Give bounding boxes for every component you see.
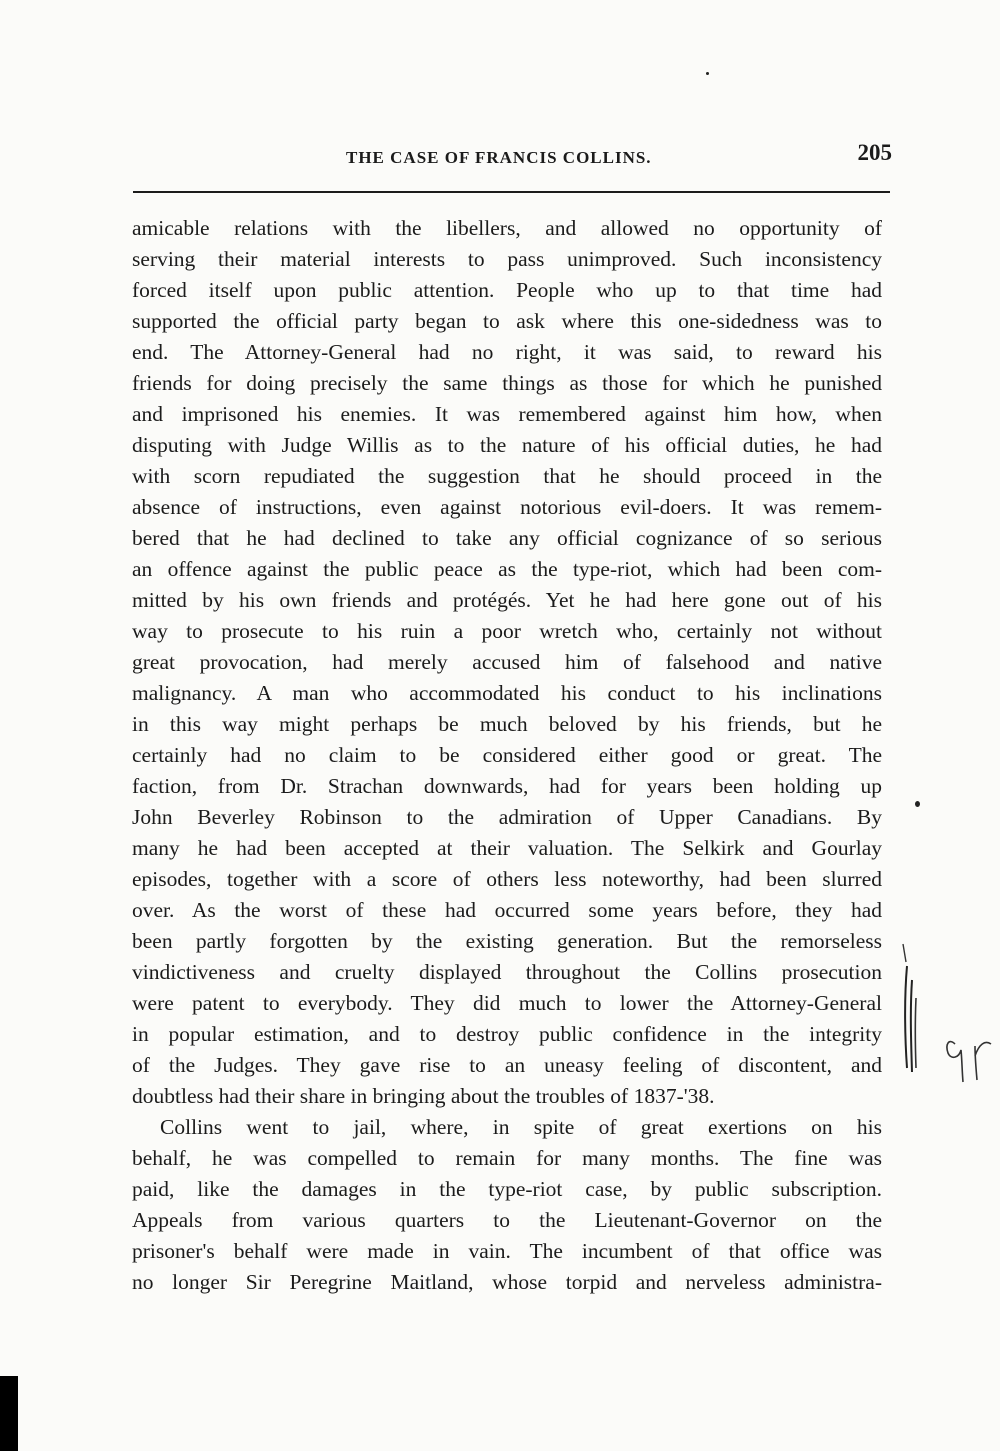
scan-edge-block (0, 1376, 18, 1451)
text-line: in popular estimation, and to destroy public confidence in the integrity (132, 1022, 882, 1046)
text-line: great provocation, had merely accused him of falsehood and native (132, 650, 882, 674)
text-line: paid, like the damages in the type-riot case, by public subscription. (132, 1177, 882, 1201)
text-line: Collins went to jail, where, in spite of great exertions on his (160, 1115, 882, 1139)
text-line: an offence against the public peace as the type-riot, which had been com- (132, 557, 882, 581)
text-line: way to prosecute to his ruin a poor wretch who, certainly not without (132, 619, 882, 643)
text-line: no longer Sir Peregrine Maitland, whose torpid and nerveless administra- (132, 1270, 882, 1294)
text-line: and imprisoned his enemies. It was remembered against him how, when (132, 402, 882, 426)
text-line: friends for doing precisely the same things as those for which he punished (132, 371, 882, 395)
text-line: amicable relations with the libellers, and allowed no opportunity of (132, 216, 882, 240)
text-line: absence of instructions, even against notorious evil-doers. It was remem- (132, 495, 882, 519)
text-line: doubtless had their share in bringing about the troubles of 1837-'38. (132, 1084, 715, 1108)
text-line: John Beverley Robinson to the admiration of Upper Canadians. By (132, 805, 882, 829)
text-line: behalf, he was compelled to remain for many months. The fine was (132, 1146, 882, 1170)
body-text (132, 213, 882, 1298)
text-line: been partly forgotten by the existing generation. But the remorseless (132, 929, 882, 953)
text-line: forced itself upon public attention. People who up to that time had (132, 278, 882, 302)
text-line: bered that he had declined to take any official cognizance of so serious (132, 526, 882, 550)
text-line: of the Judges. They gave rise to an uneasy feeling of discontent, and (132, 1053, 882, 1077)
running-head (132, 140, 892, 174)
margin-annotation-mark (895, 940, 995, 1100)
text-line: episodes, together with a score of others less noteworthy, had been slurred (132, 867, 882, 891)
text-line: many he had been accepted at their valuation. The Selkirk and Gourlay (132, 836, 882, 860)
text-line: supported the official party began to ask where this one-sidedness was to (132, 309, 882, 333)
text-line: over. As the worst of these had occurred some years before, they had (132, 898, 882, 922)
text-line: vindictiveness and cruelty displayed throughout the Collins prosecution (132, 960, 882, 984)
text-line: with scorn repudiated the suggestion that he should proceed in the (132, 464, 882, 488)
text-line: disputing with Judge Willis as to the nature of his official duties, he had (132, 433, 882, 457)
text-line: prisoner's behalf were made in vain. The incumbent of that office was (132, 1239, 882, 1263)
text-line: mitted by his own friends and protégés. Yet he had here gone out of his (132, 588, 882, 612)
header-rule (133, 191, 890, 193)
text-line: faction, from Dr. Strachan downwards, had for years been holding up (132, 774, 882, 798)
text-line: in this way might perhaps be much beloved by his friends, but he (132, 712, 882, 736)
scan-speck (706, 72, 709, 75)
text-line: certainly had no claim to be considered either good or great. The (132, 743, 882, 767)
text-line: end. The Attorney-General had no right, it was said, to reward his (132, 340, 882, 364)
text-line: were patent to everybody. They did much to lower the Attorney-General (132, 991, 882, 1015)
page-number: 205 (857, 140, 892, 165)
text-line: Appeals from various quarters to the Lieutenant-Governor on the (132, 1208, 882, 1232)
scan-speck (915, 801, 920, 807)
text-line: serving their material interests to pass unimproved. Such inconsistency (132, 247, 882, 271)
running-title: THE CASE OF FRANCIS COLLINS. (346, 148, 652, 167)
text-line: malignancy. A man who accommodated his conduct to his inclinations (132, 681, 882, 705)
